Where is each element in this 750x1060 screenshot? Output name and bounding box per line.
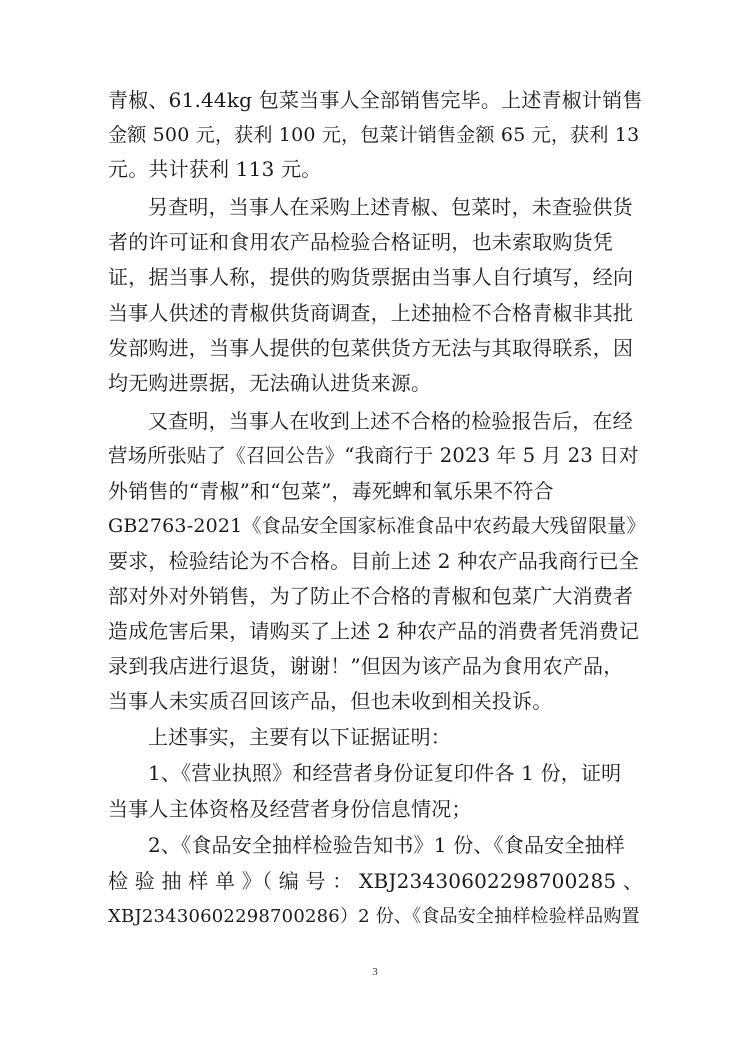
text-line: 均无购进票据，无法确认进货来源。 (108, 371, 432, 395)
text-line: 当事人主体资格及经营者身份信息情况； (108, 797, 472, 821)
paragraph-first-line: 上述事实，主要有以下证据证明： (148, 725, 451, 749)
page-number: 3 (372, 966, 378, 978)
text-line: 青椒、61.44kg 包菜当事人全部销售完毕。上述青椒计销售 (108, 88, 643, 112)
text-line: 金额 500 元，获利 100 元，包菜计销售金额 65 元，获利 13 (108, 124, 640, 146)
text-line: 录到我店进行退货，谢谢！”但因为该产品为食用农产品， (108, 654, 624, 678)
text-line: 元。共计获利 113 元。 (108, 157, 322, 181)
text-line: 营场所张贴了《召回公告》“我商行于 2023 年 5 月 23 日对 (108, 444, 639, 467)
text-line: 要求，检验结论为不合格。目前上述 2 种农产品我商行已全 (108, 549, 640, 573)
text-line: 当事人供述的青椒供货商调查，上述抽检不合格青椒非其批 (108, 301, 634, 325)
text-line: 造成危害后果，请购买了上述 2 种农产品的消费者凭消费记 (108, 619, 640, 643)
text-line: 外销售的“青椒”和“包菜”，毒死蜱和氧乐果不符合 (108, 479, 554, 503)
text-line: 检 验 抽 样 单 》（ 编 号 ： XBJ23430602298700285 、 (108, 869, 644, 893)
text-line: XBJ23430602298700286）2 份、《食品安全抽样检验样品购置 (108, 906, 640, 927)
evidence-item-1: 1、《营业执照》和经营者身份证复印件各 1 份，证明 (148, 761, 622, 785)
text-line: 部对外对外销售，为了防止不合格的青椒和包菜广大消费者 (108, 584, 634, 608)
text-line: 当事人未实质召回该产品，但也未收到相关投诉。 (108, 689, 553, 713)
text-line: 者的许可证和食用农产品检验合格证明，也未索取购货凭 (108, 230, 613, 254)
evidence-item-2: 2、《食品安全抽样检验告知书》1 份、《食品安全抽样 (148, 833, 626, 857)
text-line: 证，据当事人称，提供的购货票据由当事人自行填写，经向 (108, 265, 634, 289)
text-line: GB2763-2021《食品安全国家标准食品中农药最大残留限量》 (108, 515, 646, 537)
text-line: 发部购进，当事人提供的包菜供货方无法与其取得联系，因 (108, 336, 634, 360)
paragraph-first-line: 又查明，当事人在收到上述不合格的检验报告后，在经 (148, 409, 633, 433)
paragraph-first-line: 另查明，当事人在采购上述青椒、包菜时，未查验供货 (148, 195, 633, 219)
